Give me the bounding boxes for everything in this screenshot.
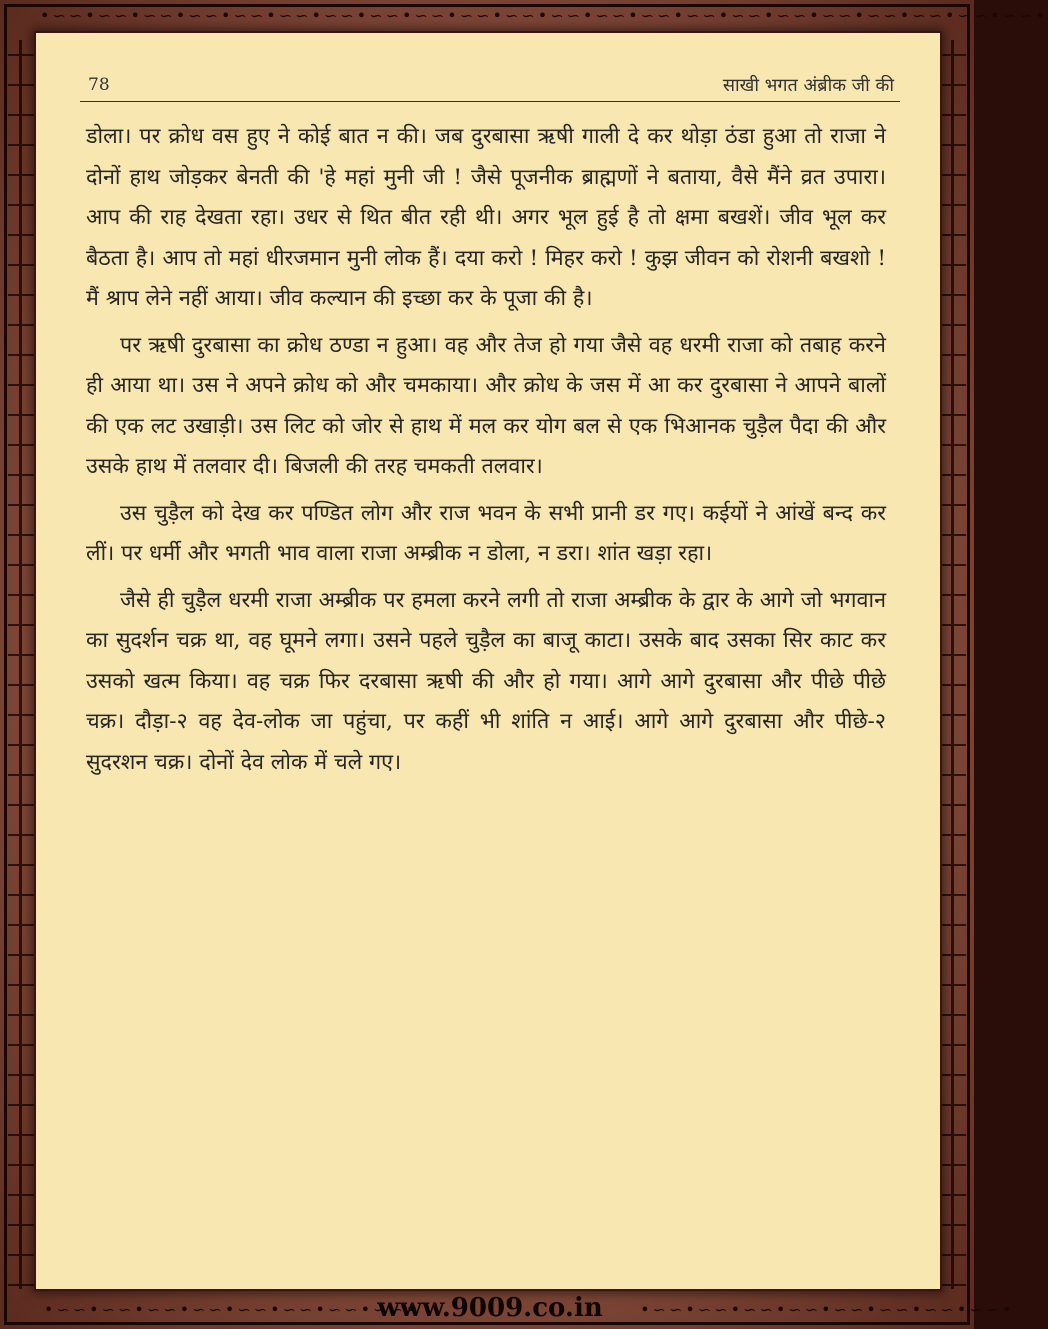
left-ornament	[8, 40, 34, 1289]
paragraph-4: जैसे ही चुड़ैल धरमी राजा अम्ब्रीक पर हमला करने लगी तो राजा अम्ब्रीक के द्वार के आगे जो भगवान का सुदर्शन चक्र था, वह घूमने लगा। उसने पहले चुड़ैल का बाजू काटा। उसके बाद उसका सिर काट कर उसको खत्म किया। वह चक्र फिर दरबासा ऋषी की और हो गया। आगे आगे दुरबासा और पीछे पीछे चक्र। दौड़ा-२ वह देव-लोक जा पहुंचा, पर कहीं भी शांति न आई। आगे आगे दुरबासा और पीछे-२ सुदरशन चक्र। दोनों देव लोक में चले गए।	[86, 587, 886, 775]
top-ornament: •∽∽•∽∽•∽∽•∽∽•∽∽•∽∽•∽∽•∽∽•∽∽•∽∽•∽∽•∽∽•∽∽•∽∽•∽∽•∽∽•∽∽•∽∽•∽∽•∽∽•∽∽•∽∽•	[40, 6, 1048, 25]
paragraph-3: उस चुड़ैल को देख कर पण्डित लोग और राज भवन के सभी प्रानी डर गए। कईयों ने आंखें बन्द कर लीं। पर धर्मी और भगती भाव वाला राजा अम्ब्रीक न डोला, न डरा। शांत खड़ा रहा।	[86, 500, 886, 566]
bottom-ornament-left: •∽∽•∽∽•∽∽•∽∽•∽∽•∽∽•∽∽•∽∽•	[43, 1300, 419, 1319]
paragraph-1: डोला। पर क्रोध वस हुए ने कोई बात न की। जब दुरबासा ऋषी गाली दे कर थोड़ा ठंडा हुआ तो राजा ने दोनों हाथ जोड़कर बेनती की 'हे महां मुनी जी ! जैसे पूजनीक ब्राह्मणों ने बताया, वैसे मैंने व्रत उपारा। आप की राह देखता रहा। उधर से थित बीत रही थी। अगर भूल हुई है तो क्षमा बखशें। जीव भूल कर बैठता है। आप तो महां धीरजमान मुनी लोक हैं। दया करो ! मिहर करो ! कुझ जीवन को रोशनी बखशो ! मैं श्राप लेने नहीं आया। जीव कल्यान की इच्छा कर के पूजा की है।	[86, 124, 886, 311]
paragraph-2: पर ऋषी दुरबासा का क्रोध ठण्डा न हुआ। वह और तेज हो गया जैसे वह धरमी राजा को तबाह करने ही आया था। उस ने अपने क्रोध को और चमकाया। और क्रोध के जस में आ कर दुरबासा ने आपने बालों की एक लट उखाड़ी। उस लिट को जोर से हाथ में मल कर योग बल से एक भिआनक चुड़ैल पैदा की और उसके हाथ में तलवार दी। बिजली की तरह चमकती तलवार।	[86, 332, 886, 479]
page-number: 78	[88, 75, 110, 95]
page-header	[80, 73, 900, 102]
book-page	[36, 33, 940, 1289]
running-title: साखी भगत अंब्रीक जी की	[722, 75, 894, 96]
page-body	[86, 117, 886, 783]
website-link[interactable]: www.9009.co.in	[377, 1293, 603, 1323]
bottom-ornament-right: •∽∽•∽∽•∽∽•∽∽•∽∽•∽∽•∽∽•∽∽•	[640, 1300, 1015, 1319]
right-ornament	[940, 40, 966, 1289]
